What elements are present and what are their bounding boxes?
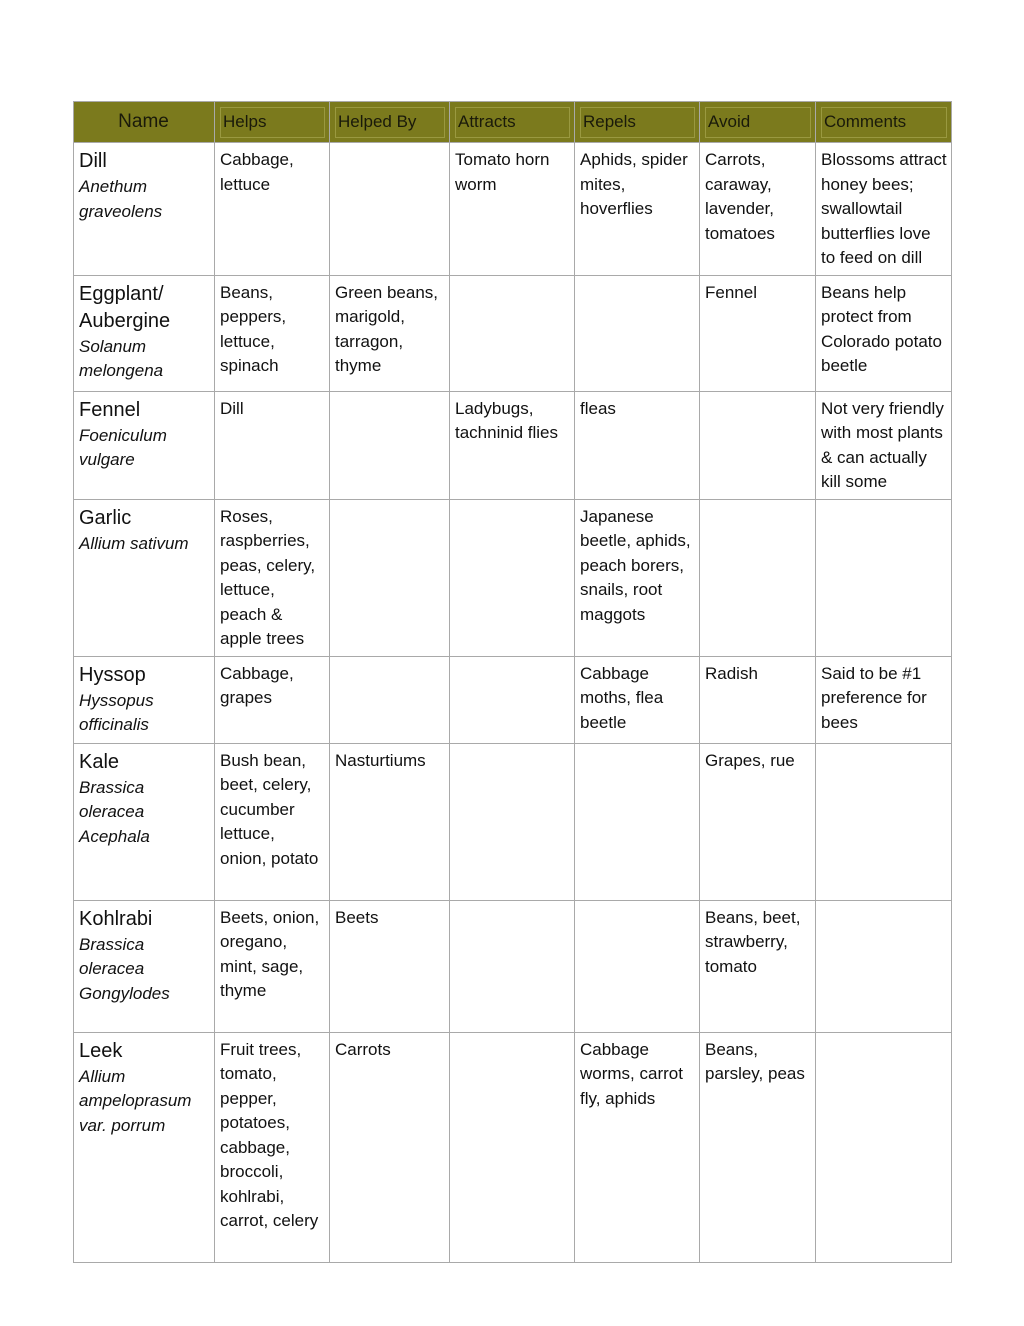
header-helps: Helps [215, 102, 330, 143]
table-row [74, 1032, 952, 1262]
plant-common-name: Garlic [79, 506, 132, 529]
plant-latin-name: Allium ampeloprasum var. porrum [79, 1066, 192, 1135]
plant-latin-name: Allium sativum [79, 533, 189, 553]
plant-latin-name: Anethum graveolens [79, 177, 163, 221]
repels-cell: Aphids, spider mites, hoverflies [575, 143, 700, 276]
comments-cell [816, 743, 952, 900]
companion-plants-table [73, 101, 952, 1263]
avoid-cell: Beans, beet, strawberry, tomato [700, 900, 816, 1032]
plant-name-cell [74, 143, 215, 276]
table-row [74, 499, 952, 656]
plant-name-cell [74, 900, 215, 1032]
helped-by-cell [330, 499, 450, 656]
plant-common-name: Fennel [79, 398, 141, 421]
attracts-cell: Ladybugs, tachninid flies [450, 391, 575, 499]
attracts-cell [450, 275, 575, 391]
comments-cell: Not very friendly with most plants & can actually kill some [816, 391, 952, 499]
helps-cell: Cabbage, lettuce [215, 143, 330, 276]
helped-by-cell [330, 656, 450, 743]
avoid-cell: Radish [700, 656, 816, 743]
helps-cell: Roses, raspberries, peas, celery, lettuce, peach & apple trees [215, 499, 330, 656]
plant-latin-name: Solanum melongena [79, 336, 164, 380]
attracts-cell [450, 499, 575, 656]
plant-name-cell [74, 391, 215, 499]
attracts-cell [450, 656, 575, 743]
helped-by-cell [330, 143, 450, 276]
comments-cell: Blossoms attract honey bees; swallowtail butterflies love to feed on dill [816, 143, 952, 276]
plant-name-cell [74, 275, 215, 391]
repels-cell [575, 275, 700, 391]
comments-cell: Beans help protect from Colorado potato beetle [816, 275, 952, 391]
table-row [74, 143, 952, 276]
comments-cell [816, 900, 952, 1032]
avoid-cell: Fennel [700, 275, 816, 391]
table-row [74, 275, 952, 391]
plant-name-cell [74, 1032, 215, 1262]
comments-cell [816, 499, 952, 656]
attracts-cell [450, 1032, 575, 1262]
plant-latin-name: Brassica oleracea Acephala [79, 777, 150, 846]
plant-common-name: Hyssop [79, 663, 146, 686]
plant-name-cell [74, 656, 215, 743]
helped-by-cell: Beets [330, 900, 450, 1032]
helped-by-cell: Nasturtiums [330, 743, 450, 900]
helps-cell: Beans, peppers, lettuce, spinach [215, 275, 330, 391]
plant-common-name: Dill [79, 150, 107, 172]
helps-cell: Bush bean, beet, celery, cucumber lettuce, onion, potato [215, 743, 330, 900]
helps-cell: Dill [215, 391, 330, 499]
helped-by-cell: Green beans, marigold, tarragon, thyme [330, 275, 450, 391]
repels-cell: Cabbage moths, flea beetle [575, 656, 700, 743]
comments-cell: Said to be #1 preference for bees [816, 656, 952, 743]
avoid-cell: Carrots, caraway, lavender, tomatoes [700, 143, 816, 276]
header-row [74, 102, 952, 143]
plant-name-cell [74, 743, 215, 900]
repels-cell: Japanese beetle, aphids, peach borers, snails, root maggots [575, 499, 700, 656]
table-row [74, 743, 952, 900]
plant-latin-name: Hyssopus officinalis [79, 690, 154, 734]
plant-name-cell [74, 499, 215, 656]
helps-cell: Fruit trees, tomato, pepper, potatoes, cabbage, broccoli, kohlrabi, carrot, celery [215, 1032, 330, 1262]
plant-common-name: Leek [79, 1039, 123, 1062]
attracts-cell: Tomato horn worm [450, 143, 575, 276]
repels-cell [575, 743, 700, 900]
helped-by-cell: Carrots [330, 1032, 450, 1262]
plant-common-name: Kale [79, 750, 120, 773]
avoid-cell: Beans, parsley, peas [700, 1032, 816, 1262]
table-row [74, 900, 952, 1032]
header-name: Name [74, 102, 215, 143]
avoid-cell: Grapes, rue [700, 743, 816, 900]
plant-common-name: Eggplant/ Aubergine [79, 282, 171, 332]
plant-latin-name: Brassica oleracea Gongylodes [79, 934, 170, 1003]
table-row [74, 656, 952, 743]
avoid-cell [700, 499, 816, 656]
avoid-cell [700, 391, 816, 499]
repels-cell: Cabbage worms, carrot fly, aphids [575, 1032, 700, 1262]
comments-cell [816, 1032, 952, 1262]
helped-by-cell [330, 391, 450, 499]
attracts-cell [450, 743, 575, 900]
helps-cell: Beets, onion, oregano, mint, sage, thyme [215, 900, 330, 1032]
helps-cell: Cabbage, grapes [215, 656, 330, 743]
header-avoid: Avoid [700, 102, 816, 143]
table-row [74, 391, 952, 499]
plant-latin-name: Foeniculum vulgare [79, 425, 167, 469]
attracts-cell [450, 900, 575, 1032]
header-repels: Repels [575, 102, 700, 143]
repels-cell [575, 900, 700, 1032]
repels-cell: fleas [575, 391, 700, 499]
plant-common-name: Kohlrabi [79, 907, 153, 930]
header-helped-by: Helped By [330, 102, 450, 143]
header-comments: Comments [816, 102, 952, 143]
header-attracts: Attracts [450, 102, 575, 143]
